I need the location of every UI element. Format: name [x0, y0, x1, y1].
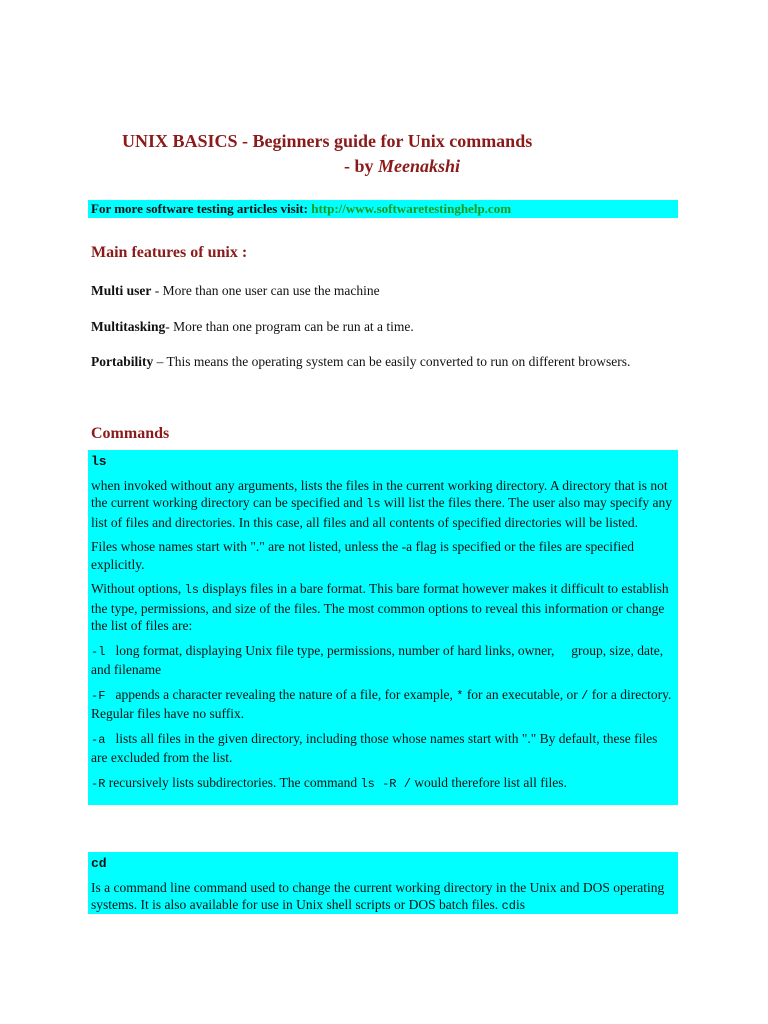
- feature-term: Portability: [91, 354, 154, 369]
- feature-portability: [91, 353, 651, 371]
- ls-option-l: -l long format, displaying Unix file type, permissions, number of hard links, owner, group, size, date, and filename: [91, 642, 667, 677]
- author-name: Meenakshi: [378, 156, 461, 176]
- ls-command-block: [88, 450, 678, 805]
- feature-term: Multi user: [91, 283, 152, 298]
- visit-label: For more software testing articles visit:: [91, 201, 312, 216]
- visit-banner: [88, 200, 678, 218]
- cd-paragraph-1: Is a command line command used to change the current working directory in the Unix and DOS operating systems. It is also available for use in Unix shell scripts or DOS batch files. cdis: [91, 879, 665, 913]
- ls-paragraph-3: Without options, ls displays files in a bare format. This bare format however makes it difficult to establish the type, permissions, and size of the files. The most common options to reveal this information or change the list of files are:: [91, 581, 669, 633]
- ls-paragraph-2: Files whose names start with "." are not listed, unless the -a flag is specified or the files are specified explicitly.: [91, 539, 634, 572]
- document-byline: [344, 155, 460, 177]
- option-code: -F: [91, 688, 106, 703]
- features-heading: Main features of unix :: [91, 244, 248, 261]
- ls-option-a: -a lists all files in the given directory, including those whose names start with "." By default, these files are excluded from the list.: [91, 730, 661, 765]
- feature-term: Multitasking: [91, 319, 166, 334]
- option-code: -R: [91, 776, 106, 791]
- feature-text: - More than one program can be run at a time.: [165, 319, 414, 334]
- inline-code: ls: [366, 497, 381, 511]
- inline-code: ls -R /: [360, 776, 411, 791]
- cd-command-name: cd: [91, 856, 107, 871]
- by-prefix: - by: [344, 156, 379, 176]
- cd-command-block: [88, 852, 678, 914]
- ls-command-name: ls: [91, 454, 107, 469]
- option-code: -a: [91, 732, 106, 747]
- feature-text: - More than one user can use the machine: [151, 283, 380, 298]
- document-title: UNIX BASICS - Beginners guide for Unix commands: [122, 131, 533, 151]
- ls-option-R: -R recursively lists subdirectories. The command ls -R / would therefore list all files.: [91, 774, 567, 791]
- feature-text: – This means the operating system can be easily converted to run on different browsers.: [153, 354, 631, 369]
- inline-code: cd: [501, 899, 516, 913]
- ls-paragraph-1: when invoked without any arguments, lists the files in the current working directory. A directory that is not the current working directory can be specified and ls will list the files there. The user also may specify any list of files and directories. In this case, all files and all contents of specified directories will be listed.: [91, 477, 672, 530]
- option-code: -l: [91, 644, 106, 659]
- feature-multitasking: [91, 318, 681, 336]
- commands-heading: Commands: [91, 425, 170, 442]
- feature-multiuser: [91, 282, 681, 300]
- ls-option-F: -F appends a character revealing the nature of a file, for example, * for an executable, or / for a directory. Regular files have no suffix.: [91, 686, 672, 721]
- visit-link[interactable]: http://www.softwaretestinghelp.com: [311, 201, 512, 216]
- inline-code: ls: [184, 583, 199, 597]
